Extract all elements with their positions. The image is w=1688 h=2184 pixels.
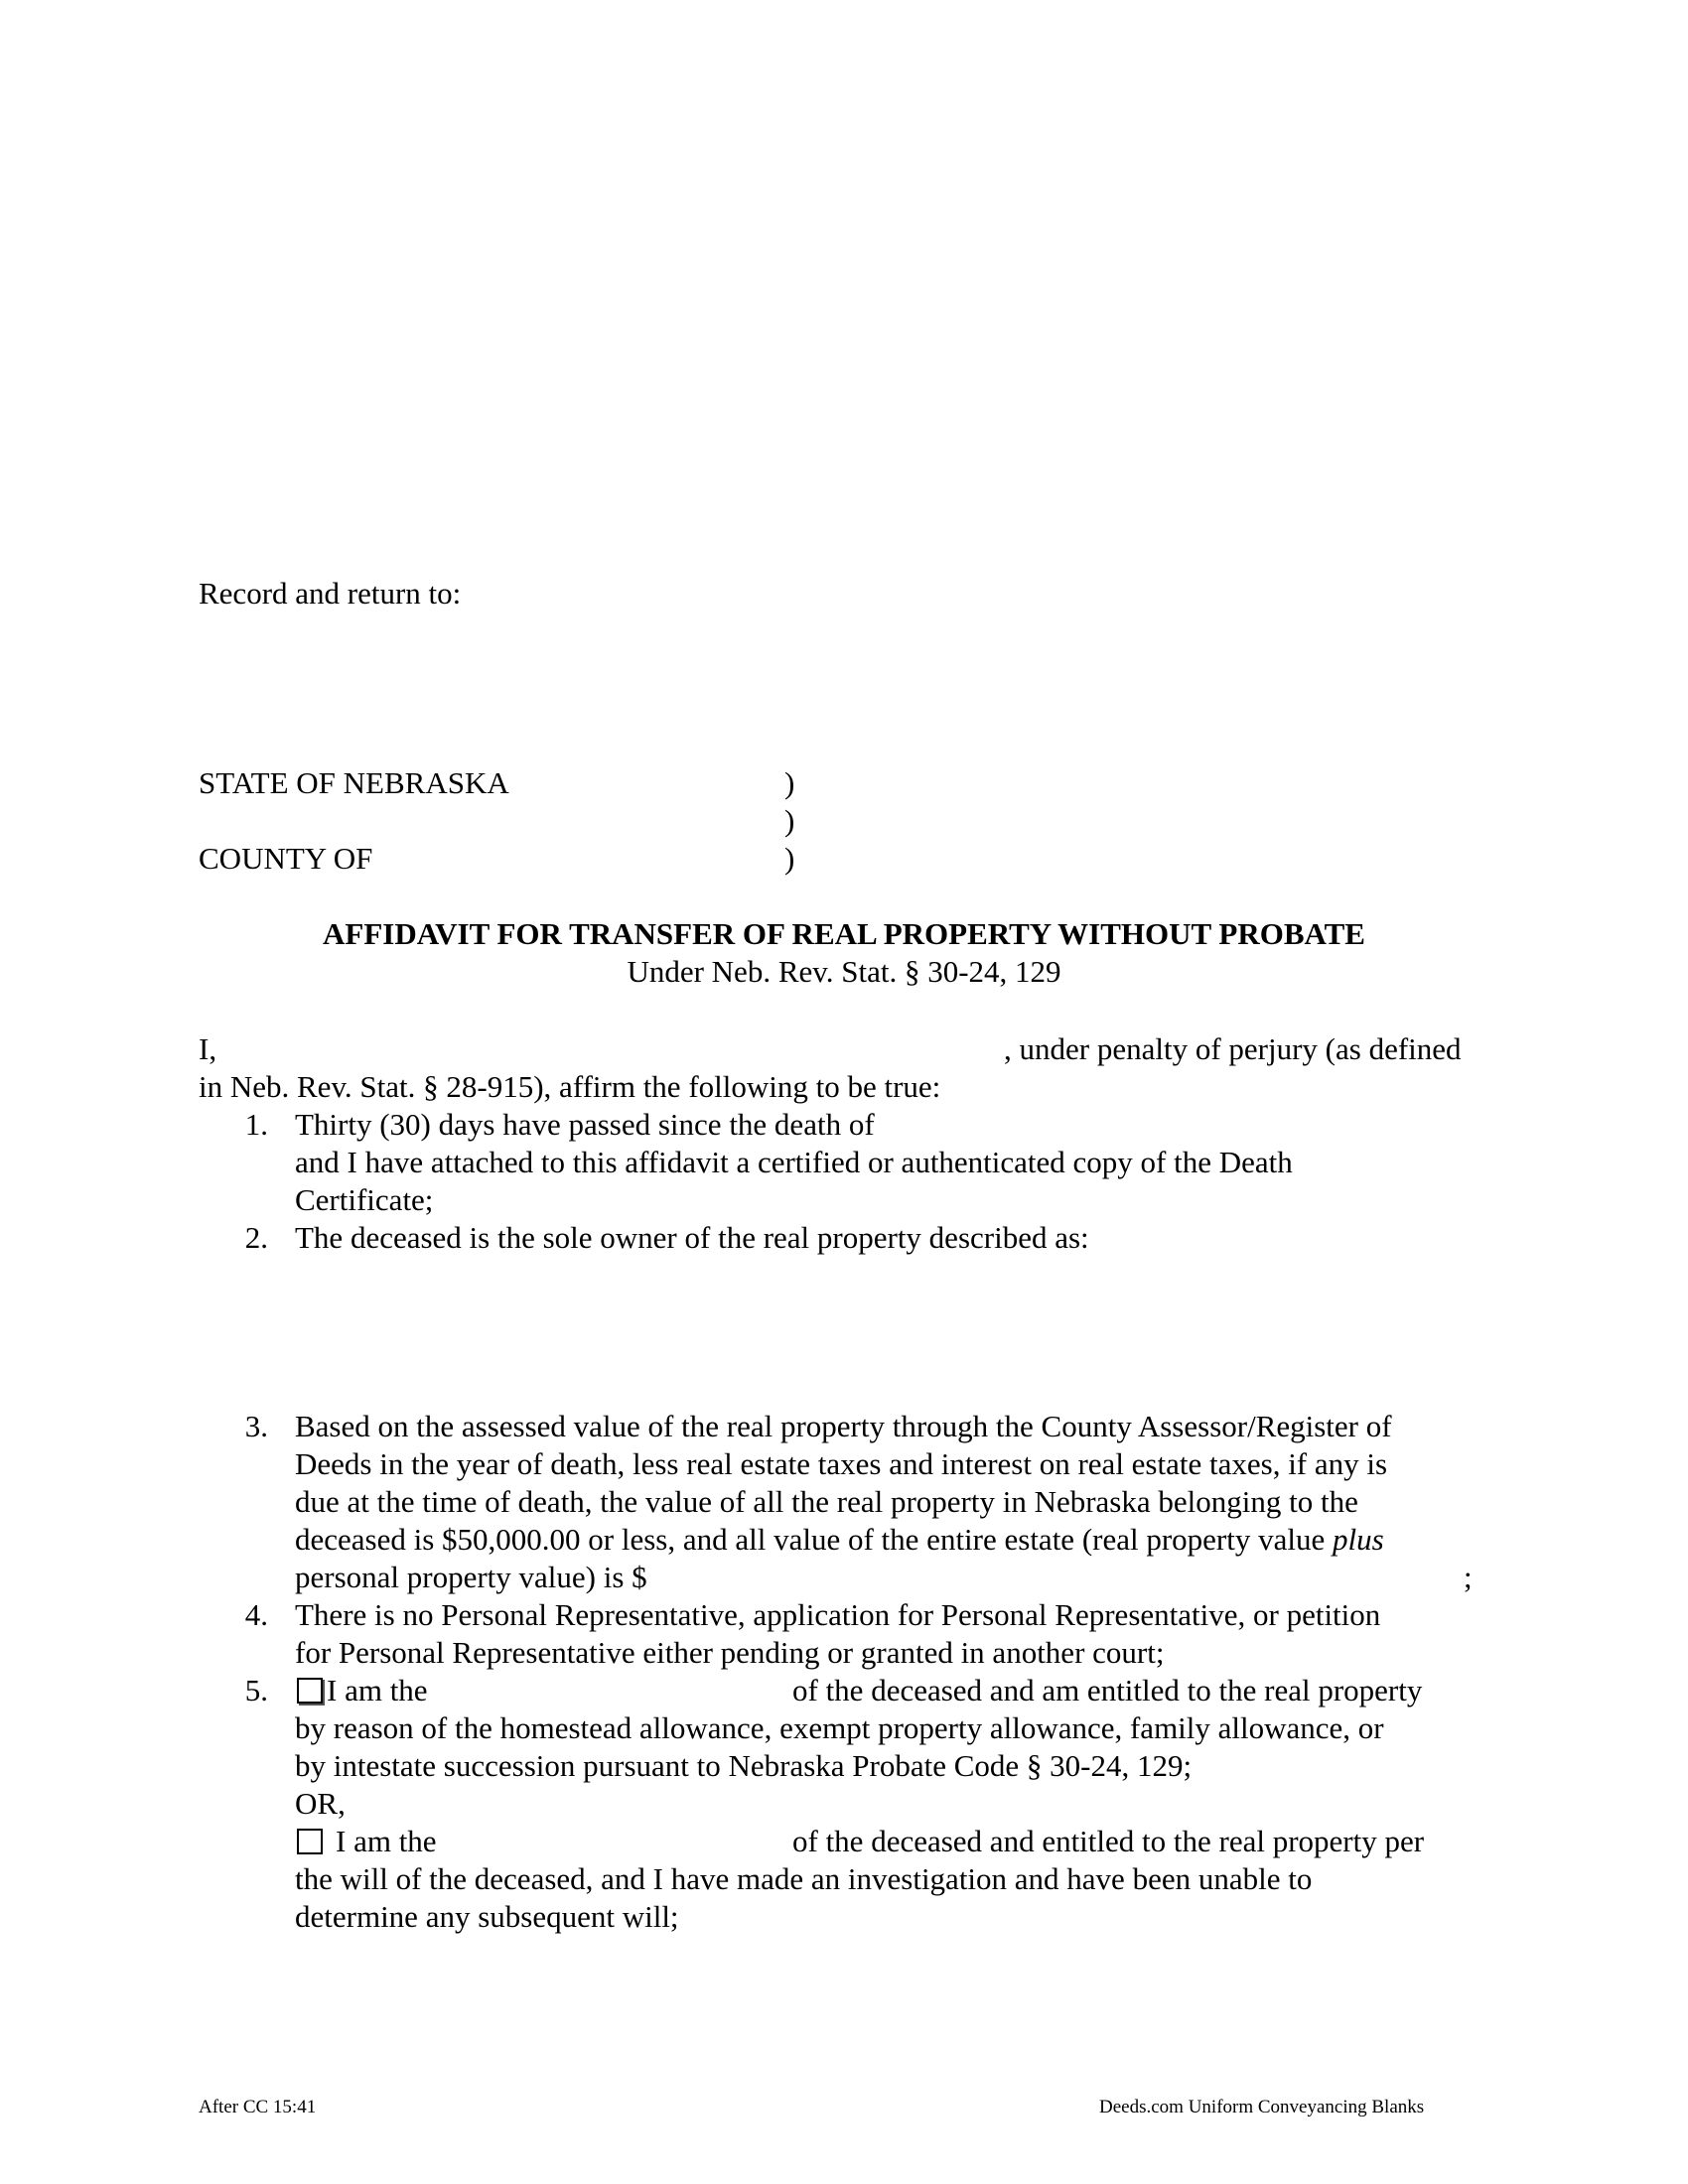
item-number-4: 4. [244,1597,268,1632]
item-4-line-2: for Personal Representative either pending or granted in another court; [295,1635,1165,1670]
venue-paren-2: ) [784,803,795,838]
document-title: AFFIDAVIT FOR TRANSFER OF REAL PROPERTY WITHOUT PROBATE [323,916,1365,951]
item-5b-of-deceased: of the deceased and entitled to the real property per [792,1824,1425,1858]
plus-emphasis: plus [1333,1522,1384,1557]
item-3-line-4 [295,1521,1384,1559]
item-5b-line-2: the will of the deceased, and I have made an investigation and have been unable to [295,1861,1313,1896]
item-1-line-3: Certificate; [295,1182,434,1217]
item-5b-line-3: determine any subsequent will; [295,1899,679,1934]
document-subtitle: Under Neb. Rev. Stat. § 30-24, 129 [627,954,1061,989]
item-1-line-1: Thirty (30) days have passed since the death of [295,1107,875,1142]
item-5a-line-3: by intestate succession pursuant to Nebraska Probate Code § 30-24, 129; [295,1748,1193,1783]
footer-publisher: Deeds.com Uniform Conveyancing Blanks [1099,2097,1425,2117]
item-3-line-4-text: deceased is $50,000.00 or less, and all value of the entire estate (real property value [295,1522,1333,1557]
or-label: OR, [295,1786,346,1821]
item-2-line-1: The deceased is the sole owner of the real property described as: [295,1220,1089,1255]
item-3-semicolon: ; [1464,1560,1473,1594]
footer-form-code: After CC 15:41 [199,2097,317,2117]
item-3-line-5: personal property value) is $ [295,1560,647,1594]
item-3-line-2: Deeds in the year of death, less real estate taxes and interest on real estate taxes, if any is [295,1446,1388,1481]
item-5a-i-am-the: I am the [327,1673,428,1707]
item-number-2: 2. [244,1220,268,1255]
item-number-5: 5. [244,1673,268,1707]
item-3-line-3: due at the time of death, the value of all the real property in Nebraska belonging to the [295,1484,1358,1519]
affirmation-line: in Neb. Rev. Stat. § 28-915), affirm the following to be true: [199,1069,941,1104]
item-5a-of-deceased: of the deceased and am entitled to the real property [792,1673,1423,1707]
venue-paren-1: ) [784,765,795,800]
state-label: STATE OF NEBRASKA [199,765,509,800]
will-entitlement-checkbox[interactable] [297,1829,323,1854]
item-3-line-1: Based on the assessed value of the real property through the County Assessor/Register of [295,1409,1392,1443]
item-number-1: 1. [244,1107,268,1142]
record-and-return-label: Record and return to: [199,576,462,611]
perjury-clause: , under penalty of perjury (as defined [1004,1031,1462,1066]
item-number-3: 3. [244,1409,268,1443]
affiant-prefix: I, [199,1031,217,1066]
homestead-allowance-checkbox[interactable] [297,1678,323,1704]
county-label: COUNTY OF [199,841,373,876]
venue-paren-3: ) [784,841,795,876]
item-5a-line-2: by reason of the homestead allowance, exempt property allowance, family allowance, or [295,1710,1384,1745]
item-5b-i-am-the: I am the [336,1824,437,1858]
item-4-line-1: There is no Personal Representative, application for Personal Representative, or petition [295,1597,1381,1632]
item-1-line-2: and I have attached to this affidavit a certified or authenticated copy of the Death [295,1145,1293,1179]
